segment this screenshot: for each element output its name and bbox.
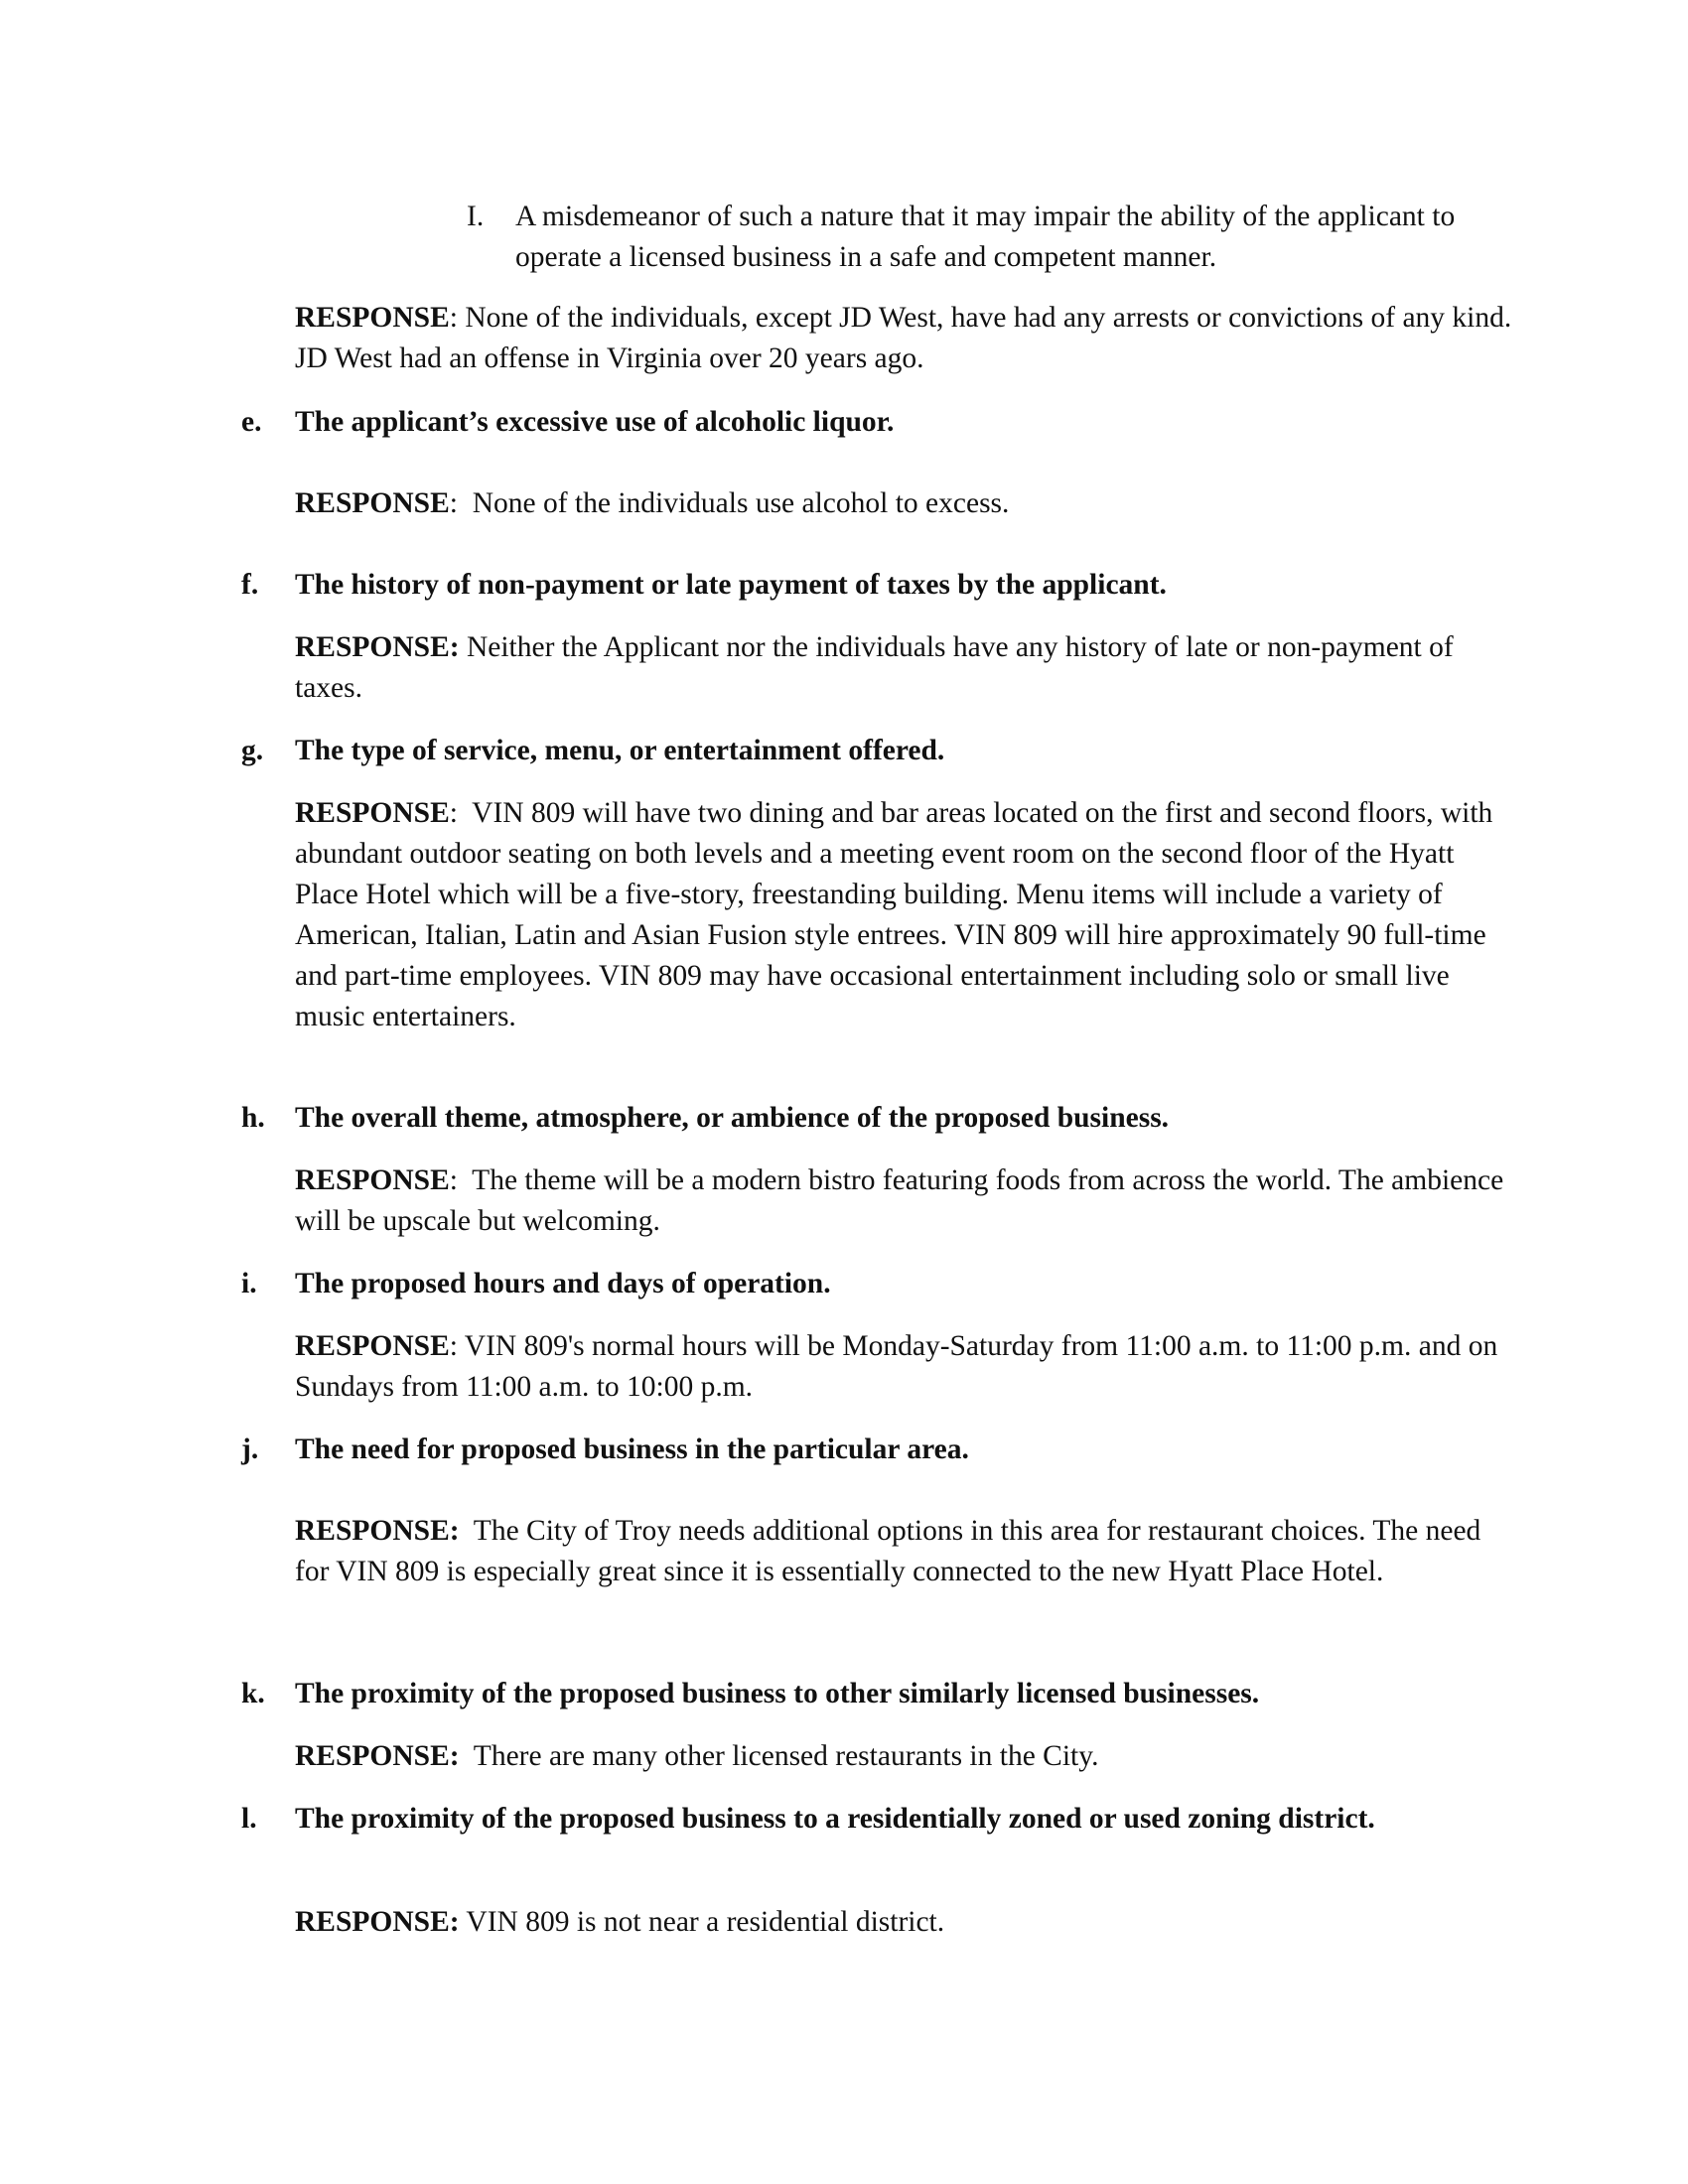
item-h-response: RESPONSE: The theme will be a modern bistro featuring foods from across the world. The ambience will be upscale but welcoming.	[295, 1164, 1504, 1237]
item-heading-text: The proposed hours and days of operation.	[295, 1268, 831, 1299]
response-label: RESPONSE	[295, 1164, 450, 1196]
item-heading-text: The applicant’s excessive use of alcoholic liquor.	[295, 406, 895, 438]
response-label: RESPONSE	[295, 797, 450, 829]
item-letter: l.	[241, 1803, 257, 1835]
response-label: RESPONSE	[295, 487, 450, 519]
item-j-response: RESPONSE: The City of Troy needs additional options in this area for restaurant choices. The need for VIN 809 is especially great since it is essentially connected to the new Hyatt Place Hotel.	[295, 1515, 1481, 1587]
subitem-text: A misdemeanor of such a nature that it may impair the ability of the applicant to operate a licensed business in a safe and competent manner.	[515, 201, 1456, 273]
response-text: There are many other licensed restaurants in the City.	[473, 1740, 1099, 1772]
item-letter: j.	[241, 1433, 259, 1465]
response-text: VIN 809 is not near a residential district.	[466, 1906, 945, 1938]
item-k-response: RESPONSE: There are many other licensed restaurants in the City.	[295, 1740, 1099, 1772]
subitem-numeral: I.	[467, 201, 485, 232]
response-text: VIN 809 will have two dining and bar areas located on the first and second floors, with abundant outdoor seating on both levels and a meeting event room on the second floor of the Hyatt Place Hotel which will be a five-story, freestanding building. Menu items will include a variety of American, Italian, Latin and Asian Fusion style entrees. VIN 809 will hire approximately 90 full-time and part-time employees. VIN 809 may have occasional entertainment including solo or small live music entertainers.	[295, 797, 1493, 1032]
item-heading-text: The history of non-payment or late payment of taxes by the applicant.	[295, 569, 1167, 601]
item-f-response: RESPONSE: Neither the Applicant nor the individuals have any history of late or non-payment of taxes.	[295, 631, 1454, 704]
response-label: RESPONSE	[295, 1740, 450, 1772]
item-heading-text: The proximity of the proposed business to a residentially zoned or used zoning district.	[295, 1803, 1375, 1835]
item-letter: k.	[241, 1678, 265, 1709]
item-e-response: RESPONSE: None of the individuals use alcohol to excess.	[295, 487, 1010, 519]
response-text: The City of Troy needs additional options in this area for restaurant choices. The need for VIN 809 is especially great since it is essentially connected to the new Hyatt Place Hotel.	[295, 1515, 1481, 1587]
response-label: RESPONSE	[295, 631, 450, 663]
response-label: RESPONSE	[295, 1515, 450, 1547]
item-g-response: RESPONSE: VIN 809 will have two dining and bar areas located on the first and second floors, with abundant outdoor seating on both levels and a meeting event room on the second floor of the Hyatt Place Hotel which will be a five-story, freestanding building. Menu items will include a variety of American, Italian, Latin and Asian Fusion style entrees. VIN 809 will hire approximately 90 full-time and part-time employees. VIN 809 may have occasional entertainment including solo or small live music entertainers.	[295, 797, 1493, 1032]
item-letter: e.	[241, 406, 262, 438]
response-d: RESPONSE: None of the individuals, except JD West, have had any arrests or convictions of any kind. JD West had an offense in Virginia over 20 years ago.	[295, 302, 1512, 374]
item-heading-text: The type of service, menu, or entertainment offered.	[295, 735, 945, 766]
response-text: None of the individuals, except JD West, have had any arrests or convictions of any kind. JD West had an offense in Virginia over 20 years ago.	[295, 302, 1512, 374]
item-heading-text: The overall theme, atmosphere, or ambience of the proposed business.	[295, 1102, 1170, 1134]
item-letter: f.	[241, 569, 259, 601]
response-label: RESPONSE	[295, 1906, 450, 1938]
response-text: Neither the Applicant nor the individuals have any history of late or non-payment of taxes.	[295, 631, 1454, 704]
response-label: RESPONSE	[295, 1330, 450, 1362]
response-text: VIN 809's normal hours will be Monday-Saturday from 11:00 a.m. to 11:00 p.m. and on Sundays from 11:00 a.m. to 10:00 p.m.	[295, 1330, 1498, 1403]
item-heading-text: The proximity of the proposed business to other similarly licensed businesses.	[295, 1678, 1260, 1709]
item-letter: h.	[241, 1102, 265, 1134]
item-letter: g.	[241, 735, 264, 766]
response-label: RESPONSE	[295, 302, 450, 334]
response-text: None of the individuals use alcohol to excess.	[472, 487, 1010, 519]
response-text: The theme will be a modern bistro featuring foods from across the world. The ambience will be upscale but welcoming.	[295, 1164, 1504, 1237]
item-l-response: RESPONSE: VIN 809 is not near a residential district.	[295, 1906, 945, 1938]
item-i-response: RESPONSE: VIN 809's normal hours will be Monday-Saturday from 11:00 a.m. to 11:00 p.m. and on Sundays from 11:00 a.m. to 10:00 p.m.	[295, 1330, 1498, 1403]
item-letter: i.	[241, 1268, 257, 1299]
item-heading-text: The need for proposed business in the particular area.	[295, 1433, 969, 1465]
